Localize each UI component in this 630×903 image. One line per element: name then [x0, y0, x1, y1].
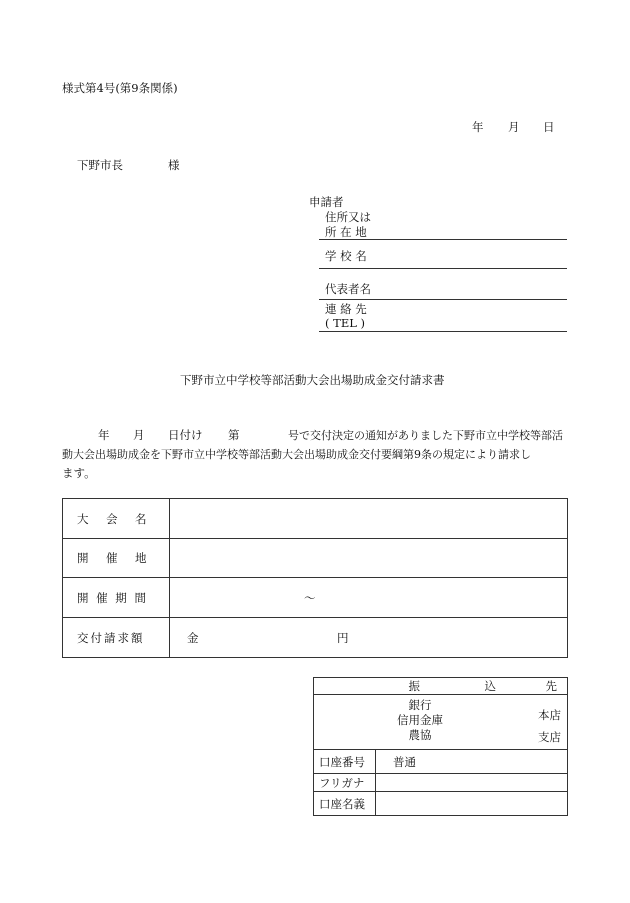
amount-suffix: 円: [337, 630, 349, 645]
amount-prefix: 金: [187, 630, 199, 645]
body-line3: ます。: [62, 466, 96, 480]
amount-field[interactable]: [170, 618, 568, 658]
applicant-contact-label: 連 絡 先: [325, 302, 367, 316]
furigana-field[interactable]: [376, 774, 568, 792]
account-holder-label: 口座名義: [314, 792, 376, 816]
table-row: [314, 792, 568, 816]
table-row: [63, 618, 568, 658]
applicant-address-label-2: 所 在 地: [325, 225, 367, 239]
body-year: 年: [98, 428, 110, 442]
account-type: 普通: [393, 754, 416, 769]
period-tilde: ～: [304, 590, 316, 605]
bank-header-2: 込: [484, 679, 496, 693]
main-table: [62, 498, 568, 658]
divider: [319, 268, 567, 269]
table-row: [63, 539, 568, 578]
account-number-field[interactable]: [376, 750, 568, 774]
institution-bank: 銀行: [408, 698, 432, 712]
bank-header-1: 振: [408, 679, 420, 693]
bank-header-3: 先: [545, 679, 557, 693]
label-text: 交付請求額: [77, 630, 145, 645]
row-label-event: [63, 499, 170, 539]
table-row: [63, 499, 568, 539]
label-text: 大 会 名: [77, 511, 150, 526]
institution-types: [390, 698, 450, 743]
date-month: 月: [508, 120, 520, 134]
bank-header-row: [314, 678, 568, 695]
branch-types: [538, 704, 561, 748]
divider: [319, 299, 567, 300]
table-row: [314, 774, 568, 792]
branch-sub: 支店: [538, 730, 561, 744]
branch-main: 本店: [538, 708, 561, 722]
table-row: [314, 750, 568, 774]
bank-header: [314, 678, 568, 695]
account-number-label: 口座番号: [314, 750, 376, 774]
date-day: 日: [543, 120, 555, 134]
label-text: 開 催 期 間: [77, 590, 148, 605]
period-field[interactable]: [170, 578, 568, 618]
applicant-representative-label: 代表者名: [325, 282, 371, 296]
body-month: 月: [133, 428, 145, 442]
body-number-prefix: 第: [228, 428, 240, 442]
applicant-tel-label: ( TEL ): [325, 316, 365, 330]
row-label-amount: [63, 618, 170, 658]
addressee-honorific: 様: [168, 158, 180, 172]
venue-field[interactable]: [170, 539, 568, 578]
row-label-venue: [63, 539, 170, 578]
divider: [319, 331, 567, 332]
label-text: 開 催 地: [77, 551, 150, 565]
divider: [319, 239, 567, 240]
body-line2: 動大会出場助成金を下野市立中学校等部活動大会出場助成金交付要綱第9条の規定により請求し: [62, 448, 531, 461]
document-title: 下野市立中学校等部活動大会出場助成金交付請求書: [180, 373, 445, 387]
event-name-field[interactable]: [170, 499, 568, 539]
furigana-label: フリガナ: [314, 774, 376, 792]
bank-institution-field[interactable]: [314, 695, 568, 750]
date-year: 年: [472, 120, 484, 134]
body-line1-rest: 号で交付決定の通知がありました下野市立中学校等部活: [288, 429, 563, 442]
addressee-name: 下野市長: [77, 158, 123, 172]
institution-credit-union: 信用金庫: [397, 713, 443, 727]
form-number: 様式第4号(第9条関係): [62, 81, 178, 95]
account-holder-field[interactable]: [376, 792, 568, 816]
table-row: [63, 578, 568, 618]
applicant-address-label-1: 住所又は: [325, 210, 371, 224]
row-label-period: [63, 578, 170, 618]
body-day: 日付け: [168, 428, 203, 442]
applicant-school-label: 学 校 名: [325, 249, 367, 263]
institution-agri-coop: 農協: [408, 728, 432, 742]
applicant-heading: 申請者: [309, 195, 344, 209]
bank-table: [313, 677, 568, 816]
bank-institution-row: [314, 695, 568, 750]
